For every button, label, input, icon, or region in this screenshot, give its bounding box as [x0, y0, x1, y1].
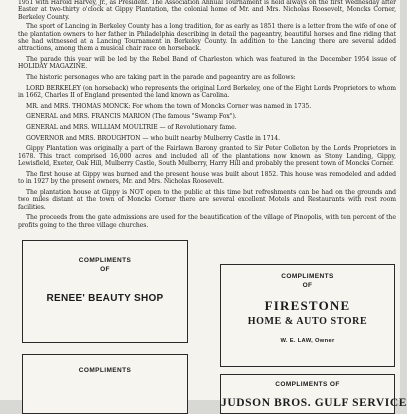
open-paragraph: The plantation house at Gippy is NOT open to the public at this time but refreshments can be had on the grounds and two miles distant at the town of Moncks Corner there are several excellent Motels and Restaurants with rest room facilities. — [18, 188, 396, 211]
ad-business-subtitle: HOME & AUTO STORE — [247, 316, 368, 327]
ad-of: OF — [100, 266, 110, 273]
personage-broughton: GOVERNOR and MRS. BROUGHTON — who built nearby Mulberry Castle in 1714. — [26, 134, 280, 142]
advertisements — [16, 236, 407, 409]
ad-compliments: COMPLIMENTS — [78, 257, 132, 264]
ad-owner: W. E. LAW, Owner — [280, 338, 335, 344]
article-text — [18, 0, 396, 232]
personage-moultrie: GENERAL and MRS. WILLIAM MOULTRIE — of Revolutionary fame. — [26, 124, 237, 132]
intro-paragraph: 1951 with Harold Harvey, Jr., as President. The Association Annual Tournament is held always on the first Wednesday after Easter at two-thirty o'clock at Gippy Plantation, the colonial home of Mr. and Mrs. Nicholas Roosevelt, Moncks Corner, Berkeley County. — [18, 0, 396, 21]
ad-compliments-bottom-left — [22, 354, 188, 414]
ad-business-name: JUDSON BROS. GULF SERVICE — [221, 397, 407, 409]
personages-paragraph: The historic personages who are taking part in the parade and pageantry are as follows: — [26, 74, 296, 82]
gippy-history-paragraph: Gippy Plantation was originally a part of the Fairlawn Barony granted to Sir Peter Colleton by the Lords Proprietors in 1678. This tract comprised 16,000 acres and included all of the plantations now known as Stony Landing, Gippy, Lewisfield, Exeter, Oak Hill, Mulberry Castle, South Mulberry, Harry Hill and probably the present town of Moncks Corner. — [18, 145, 396, 168]
ad-compliments: COMPLIMENTS — [281, 273, 334, 280]
ad-firestone — [220, 264, 395, 367]
personage-monck: MR. and MRS. THOMAS MONCK: For whom the town of Moncks Corner was named in 1735. — [26, 102, 312, 110]
ad-judson-bros — [220, 374, 407, 414]
ad-renee-beauty-shop — [22, 240, 188, 343]
lancing-tradition-paragraph: The sport of Lancing in Berkeley County has a long tradition, for as early as 1851 there is a letter from the wife of one of the plantation owners to her father in Philadelphia describing in detail the pageantry, beautiful horses and fine riding that she had witnessed at a Lancing Tournament in Berkeley County. In addition to the Lancing there are several added attractions, among them a musical chair race on horseback. — [18, 23, 396, 53]
parade-paragraph: The parade this year will be led by the Rebel Band of Charleston which was featured in the December 1954 issue of HOLIDAY MAGAZINE. — [18, 56, 396, 71]
house-paragraph: The first house at Gippy was burned and the present house was built about 1852. This house was remodeled and added to in 1927 by the present owners, Mr. and Mrs. Nicholas Roosevelt. — [18, 170, 396, 186]
ad-of: OF — [302, 282, 313, 289]
proceeds-paragraph: The proceeds from the gate admissions are used for the beautification of the village of Pinopolis, with ten percent of the profits going to the three village churches. — [18, 214, 396, 229]
ad-business-name: RENEE' BEAUTY SHOP — [46, 293, 164, 304]
ad-compliments: COMPLIMENTS — [78, 367, 132, 374]
ad-business-name: FIRESTONE — [264, 298, 351, 313]
personage-berkeley: LORD BERKELEY (on horseback) who represents the original Lord Berkeley, one of the Eight Lords Proprietors to whom in 1662, Charles II of England presented the land known as Carolina. — [18, 84, 396, 100]
personage-marion: GENERAL and MRS. FRANCIS MARION (The famous "Swamp Fox"). — [26, 113, 237, 121]
ad-compliments: COMPLIMENTS OF — [275, 381, 340, 388]
